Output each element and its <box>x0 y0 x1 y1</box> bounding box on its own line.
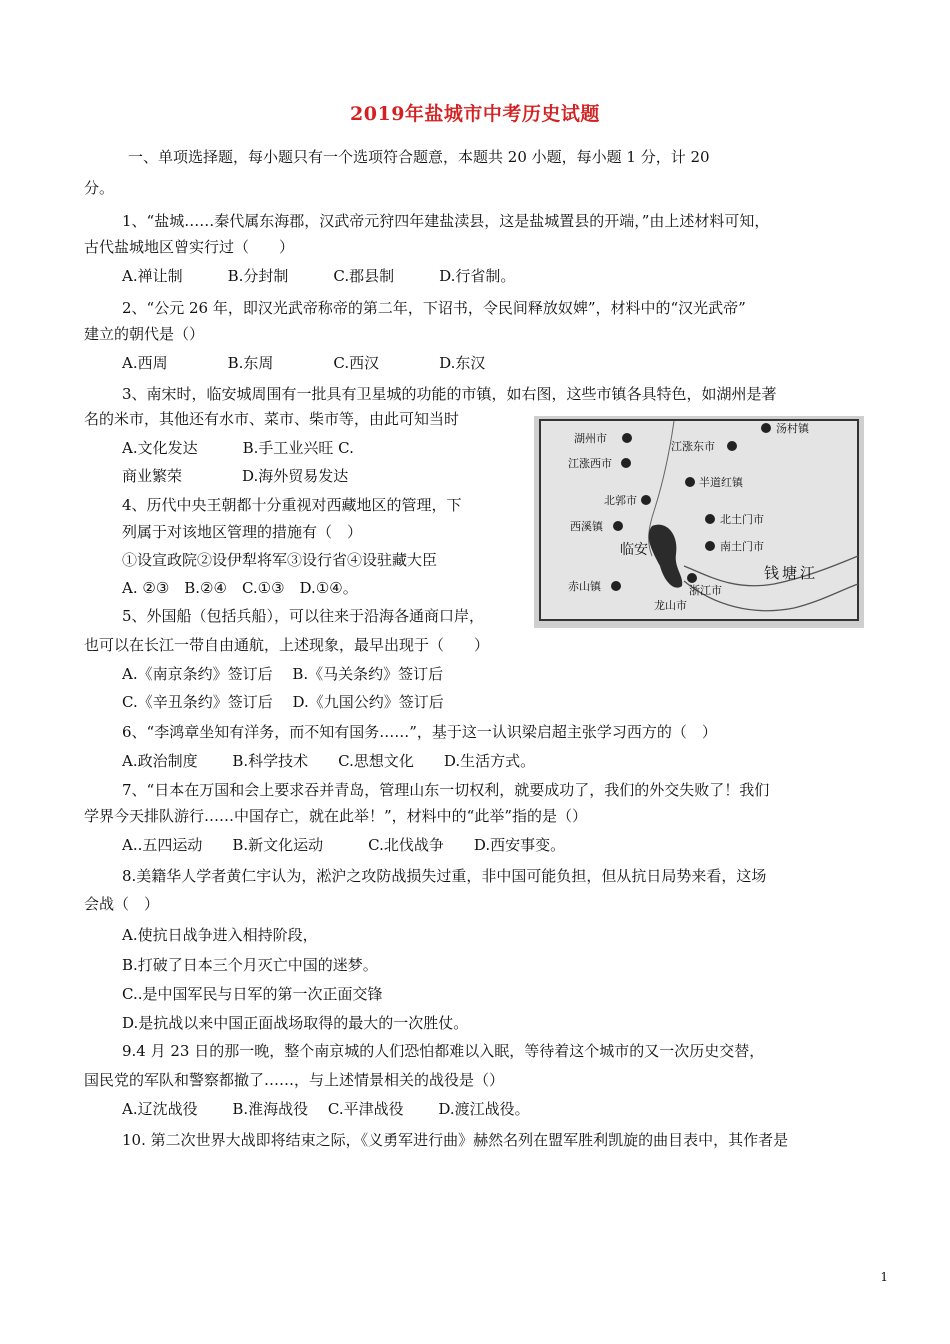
map-label: 龙山市 <box>654 599 687 612</box>
question-5-text-cont: 也可以在长江一带自由通航，上述现象，最早出现于（ ） <box>84 636 490 654</box>
map-label: 北郭市 <box>604 494 637 507</box>
question-4-text: 4、历代中央王朝都十分重视对西藏地区的管理，下 <box>122 496 462 514</box>
document-title: 2019年盐城市中考历史试题 <box>350 103 600 125</box>
question-8-option-b: B.打破了日本三个月灭亡中国的迷梦。 <box>122 956 378 974</box>
map-label: 江涨西市 <box>568 457 612 470</box>
question-4-text-cont: 列属于对该地区管理的措施有（ ） <box>122 523 363 541</box>
town-dot <box>705 514 715 524</box>
question-3-options: A.文化发达 B.手工业兴旺 C. <box>122 439 354 457</box>
question-7-text-cont: 学界今天排队游行……中国存亡，就在此举！”，材料中的“此举”指的是（） <box>84 807 588 825</box>
map-label: 湖州市 <box>574 432 607 445</box>
question-5-options-cont: C.《辛丑条约》签订后 D.《九国公约》签订后 <box>122 693 444 711</box>
town-dot <box>761 423 771 433</box>
question-9-options: A.辽沈战役 B.淮海战役 C.平津战役 D.渡江战役。 <box>122 1100 530 1118</box>
town-dot <box>687 573 697 583</box>
map-label: 西溪镇 <box>570 520 603 533</box>
question-8-option-a: A.使抗日战争进入相持阶段， <box>122 926 318 944</box>
question-3-options-cont: 商业繁荣 D.海外贸易发达 <box>122 467 349 485</box>
linan-satellite-towns-map <box>534 416 864 628</box>
question-7-options: A..五四运动 B.新文化运动 C.北伐战争 D.西安事变。 <box>122 836 566 854</box>
question-9-text-cont: 国民党的军队和警察都撤了……，与上述情景相关的战役是（） <box>84 1071 505 1089</box>
town-dot <box>641 495 651 505</box>
question-4-options: A. ②③ B.②④ C.①③ D.①④。 <box>122 579 358 597</box>
question-1-options: A.禅让制 B.分封制 C.郡县制 D.行省制。 <box>122 267 516 285</box>
question-5-text: 5、外国船（包括兵船），可以往来于沿海各通商口岸， <box>122 607 485 625</box>
map-label: 江涨东市 <box>671 440 715 453</box>
question-3-text: 3、南宋时，临安城周围有一批具有卫星城的功能的市镇，如右图，这些市镇各具特色，如湖州是著 <box>122 385 777 403</box>
map-label: 浙江市 <box>689 584 722 597</box>
map-label: 钱塘江 <box>764 564 819 582</box>
question-1-text: 1、“盐城……秦代属东海郡，汉武帝元狩四年建盐渎县，这是盐城置县的开端，”由上述材料可知， <box>122 212 770 230</box>
question-2-text-cont: 建立的朝代是（） <box>84 325 205 343</box>
map-label: 赤山镇 <box>568 580 601 593</box>
question-8-text-cont: 会战（ ） <box>84 895 160 913</box>
map-label: 临安 <box>620 542 648 558</box>
town-dot <box>621 458 631 468</box>
question-7-text: 7、“日本在万国和会上要求吞并青岛，管理山东一切权利，就要成功了，我们的外交失败了！我们 <box>122 781 770 799</box>
section-heading: 一、单项选择题，每小题只有一个选项符合题意，本题共 20 小题，每小题 1 分，计 20 <box>128 148 710 166</box>
question-5-options: A.《南京条约》签订后 B.《马关条约》签订后 <box>122 665 444 683</box>
question-8-option-c: C..是中国军民与日军的第一次正面交锋 <box>122 985 383 1003</box>
map-label: 半道红镇 <box>699 476 743 489</box>
town-dot <box>613 521 623 531</box>
question-2-options: A.西周 B.东周 C.西汉 D.东汉 <box>122 354 486 372</box>
question-6-text: 6、“李鸿章坐知有洋务，而不知有国务……”，基于这一认识梁启超主张学习西方的（ ） <box>122 723 717 741</box>
question-2-text: 2、“公元 26 年，即汉光武帝称帝的第二年，下诏书，令民间释放奴婢”，材料中的“汉光武帝” <box>122 299 746 317</box>
page-number: 1 <box>880 1270 888 1284</box>
section-heading-cont: 分。 <box>84 179 115 197</box>
question-8-text: 8.美籍华人学者黄仁宇认为，淞沪之攻防战损失过重，非中国可能负担，但从抗日局势来看，这场 <box>122 867 767 885</box>
town-dot <box>705 541 715 551</box>
town-dot <box>611 581 621 591</box>
town-dot <box>727 441 737 451</box>
question-10-text: 10. 第二次世界大战即将结束之际，《义勇军进行曲》赫然名列在盟军胜利凯旋的曲目表中，其作者是 <box>122 1131 789 1149</box>
question-3-text-cont: 名的米市，其他还有水市、菜市、柴市等，由此可知当时 <box>84 410 460 428</box>
question-1-text-cont: 古代盐城地区曾实行过（ ） <box>84 238 295 256</box>
town-dot <box>685 477 695 487</box>
question-9-text: 9.4 月 23 日的那一晚，整个南京城的人们恐怕都难以入眠，等待着这个城市的又一次历史交替， <box>122 1042 765 1060</box>
question-6-options: A.政治制度 B.科学技术 C.思想文化 D.生活方式。 <box>122 752 536 770</box>
map-label: 北土门市 <box>720 513 764 526</box>
map-label: 汤村镇 <box>776 422 809 435</box>
question-4-items: ①设宣政院②设伊犁将军③设行省④设驻藏大臣 <box>122 551 438 569</box>
question-8-option-d: D.是抗战以来中国正面战场取得的最大的一次胜仗。 <box>122 1014 469 1032</box>
town-dot <box>622 433 632 443</box>
map-label: 南土门市 <box>720 540 764 553</box>
